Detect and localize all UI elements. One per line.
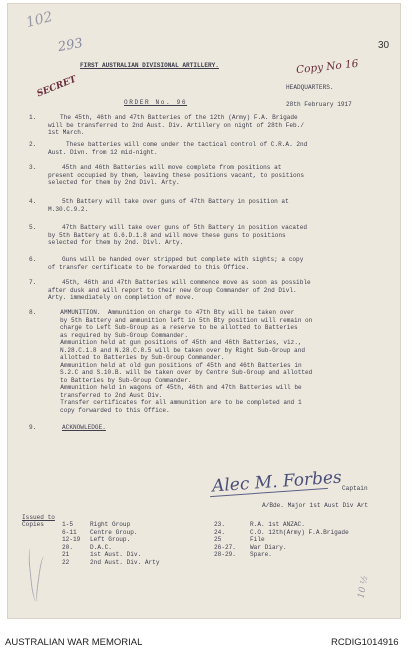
para-1-line-3: 1st March. xyxy=(48,129,85,136)
secret-stamp: SECRET xyxy=(35,74,78,100)
para-3-line-1: 45th and 46th Batteries will move complete from positions at xyxy=(62,164,282,171)
page-number: 30 xyxy=(378,40,390,51)
para-7-line-1: 45th, 46th and 47th Batteries will commence move as soon as possible xyxy=(62,279,311,286)
side-note: 10 ½ xyxy=(356,574,371,600)
archive-footer xyxy=(0,634,412,653)
para-8-line-9: S.2.C and S.10.B. will be taken over by Centre Sub-Group and allotted xyxy=(60,369,313,376)
signature-rank: Captain xyxy=(342,485,368,492)
para-8-line-7: allotted to Batteries by Sub-Group Commander. xyxy=(60,354,225,361)
footer-record-id: RCDIG1014916 xyxy=(331,637,399,648)
copy-number: Copy No 16 xyxy=(295,57,360,77)
footer-institution: AUSTRALIAN WAR MEMORIAL xyxy=(5,637,143,648)
issued-right-nums-3: 25 xyxy=(214,536,222,543)
para-number-2: 2. xyxy=(29,141,37,148)
para-5-line-2: by 5th Battery at G.6.D.1.8 and will move these guns to positions xyxy=(48,231,286,239)
para-7-line-3: Arty. immediately on completion of move. xyxy=(48,294,195,301)
pencil-note-293: 293 xyxy=(56,35,84,56)
para-8-line-6: N.28.C.1.8 and N.28.C.8.5 will be taken over by Right Sub-Group and xyxy=(60,346,306,354)
para-1-line-2: will be transferred to 2nd Aust. Div. Artillery on night of 28th Feb./ xyxy=(48,121,304,129)
issued-left-nums-2: 6-11 xyxy=(62,528,77,536)
signature-handwritten: Alec M. Forbes xyxy=(211,467,343,497)
issued-right-nums-5: 28-29. xyxy=(214,551,236,558)
issued-right-to-1: R.A. 1st ANZAC. xyxy=(250,521,305,528)
para-8-line-14: copy forwarded to this Office. xyxy=(60,406,170,414)
issued-heading: Issued to xyxy=(22,514,55,521)
issued-right-to-3: File xyxy=(250,536,265,543)
para-8-line-5: Ammunition held at gun positions of 45th and 46th Batteries, viz., xyxy=(42,339,302,346)
para-5-line-3: selected for them by 2nd. Divl. Arty. xyxy=(48,239,184,246)
para-6-line-2: of transfer certificate to be forwarded to this Office. xyxy=(48,263,250,271)
para-number-8: 8. xyxy=(29,309,37,316)
para-1-line-1: The 45th, 46th and 47th Batteries of the 12th (Army) F.A. Brigade xyxy=(60,114,298,121)
para-8-line-11: Ammunition held in wagons of 45th, 46th and 47th Batteries will be xyxy=(42,384,302,391)
acknowledge-text: ACKNOWLEDGE. xyxy=(62,424,106,431)
issued-left-to-1: Right Group xyxy=(90,521,131,528)
para-4-line-2: M.30.C.9.2. xyxy=(48,205,89,213)
para-3-line-2: present occupied by them, leaving these positions vacant, to positions xyxy=(48,171,304,179)
para-number-5: 5. xyxy=(29,224,37,231)
issued-right-nums-1: 23. xyxy=(214,521,225,528)
para-8-line-8: Ammunition held at old gun positions of 45th and 46th Batteries in xyxy=(42,361,302,369)
para-8-line-10: to Batteries by Sub-Group Commander. xyxy=(60,376,192,384)
para-3-line-3: selected for them by 2nd Divl. Arty. xyxy=(48,179,180,186)
para-number-9: 9. xyxy=(29,424,37,431)
para-8-line-3: charge to Left Sub-Group as a reserve to be allotted to Batteries xyxy=(60,324,298,331)
unit-heading: FIRST AUSTRALIAN DIVISIONAL ARTILLERY. xyxy=(80,62,219,69)
para-number-1: 1. xyxy=(29,114,37,121)
para-number-6: 6. xyxy=(29,256,37,263)
copies-heading: Copies xyxy=(22,521,44,528)
signature-title: A/Bde. Major 1st Aust Div Art xyxy=(262,502,369,509)
issued-right-nums-2: 24. xyxy=(214,528,225,536)
para-number-3: 3. xyxy=(29,164,37,171)
issued-left-to-2: Centre Group. xyxy=(90,528,138,536)
para-8-line-1: AMMUNITION. Ammunition on charge to 47th Bty will be taken over xyxy=(42,309,295,316)
issued-right-to-4: War Diary. xyxy=(250,543,287,551)
para-8-line-2: by 5th Battery and ammunition left in 5th Bty position will remain on xyxy=(60,316,313,324)
issued-left-nums-5: 21 xyxy=(62,551,70,558)
issued-left-to-5: 1st Aust. Div. xyxy=(90,551,142,558)
issued-right-nums-4: 26-27. xyxy=(214,543,236,551)
para-6-line-1: Guns will be handed over stripped but complete with sights; a copy xyxy=(62,256,304,263)
issued-left-nums-3: 12-19 xyxy=(62,536,81,543)
para-7-line-2: after dusk and will report to their new Group Commander of 2nd Divl. xyxy=(48,286,297,294)
para-8-line-13: Transfer certificates for all ammunition are to be completed and 1 xyxy=(42,399,302,406)
order-date: 28th February 1917 xyxy=(286,101,352,108)
para-4-line-1: 5th Battery will take over guns of 47th Battery in position at xyxy=(62,198,289,205)
issued-left-to-3: Left Group. xyxy=(90,536,131,543)
issued-right-to-5: Spare. xyxy=(250,551,272,558)
issued-right-to-2: C.O. 12th(Army) F.A.Brigade xyxy=(250,528,349,536)
order-title: ORDER No. 96 xyxy=(124,99,188,106)
para-8-line-4: as required by Sub-Group Commander. xyxy=(60,331,188,339)
para-2-line-1: These batteries will come under the tactical control of C.R.A. 2nd xyxy=(66,141,308,148)
para-2-line-2: Aust. Divn. from 12 mid-night. xyxy=(48,148,158,156)
para-5-line-1: 47th Battery will take over guns of 5th Battery in position vacated xyxy=(62,224,308,231)
issued-left-to-6: 2nd Aust. Div. Arty xyxy=(90,558,160,566)
issued-left-nums-1: 1-5 xyxy=(62,521,73,528)
issued-left-nums-6: 22 xyxy=(62,558,70,566)
para-number-7: 7. xyxy=(29,279,37,286)
para-number-4: 4. xyxy=(29,198,37,205)
para-8-line-12: transferred to 2nd Aust Div. xyxy=(60,391,163,399)
issued-left-to-4: D.A.C. xyxy=(90,543,112,551)
pencil-note-102: 102 xyxy=(24,9,55,31)
issued-left-nums-4: 20. xyxy=(62,543,73,551)
headquarters-label: HEADQUARTERS. xyxy=(286,84,334,91)
